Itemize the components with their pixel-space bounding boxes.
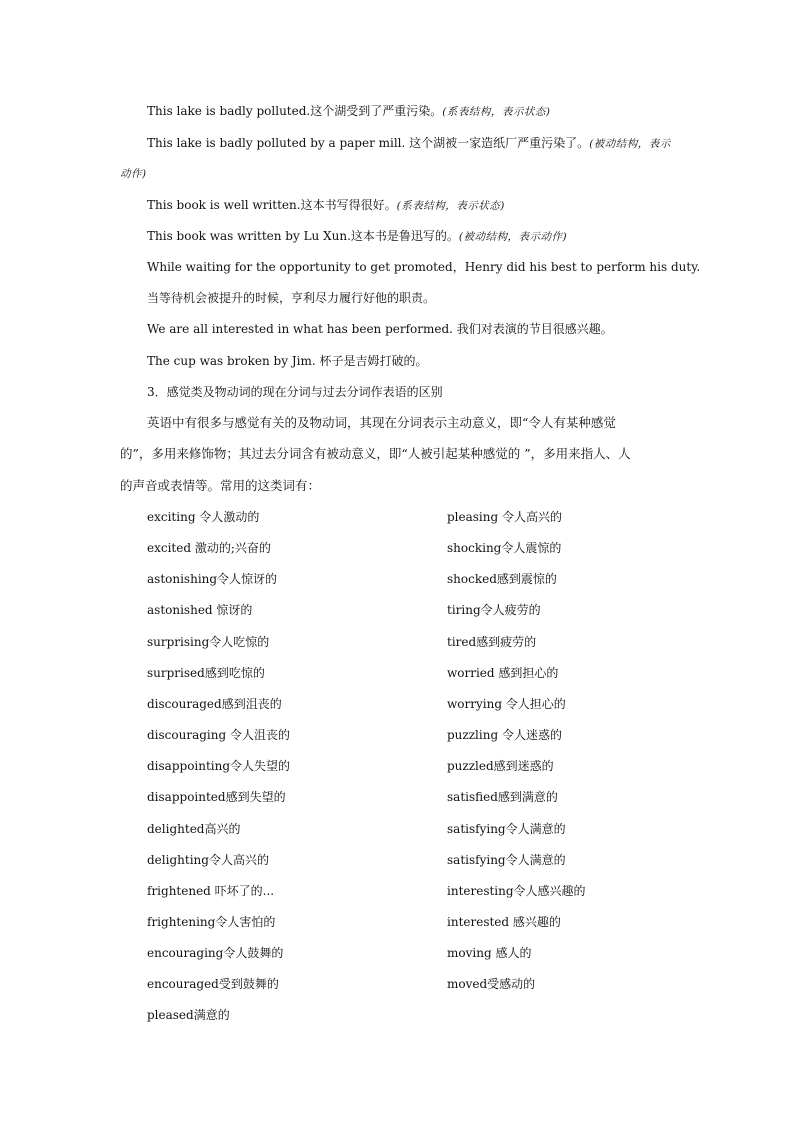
example-zh: 这本书写得很好。: [300, 198, 397, 212]
vocab-item: exciting 令人激动的: [147, 510, 260, 524]
example-zh: 这个湖受到了严重污染。: [310, 104, 443, 118]
vocab-item: discouraged感到沮丧的: [147, 696, 282, 711]
vocab-item: encouraging令人鼓舞的: [147, 946, 284, 961]
example-note: (被动结构，表示动作): [458, 231, 568, 243]
sentence-cup: The cup was broken by Jim. 杯子是吉姆打破的。: [147, 354, 428, 368]
vocab-item: frightening令人害怕的: [147, 914, 276, 929]
sentence-interested: We are all interested in what has been performed. 我们对表演的节目很感兴趣。: [147, 322, 613, 336]
intro-line-2: 的”，多用来修饰物；其过去分词含有被动意义，即“人被引起某种感觉的 ”，多用来指人、人: [120, 446, 631, 461]
vocab-item: tiring令人疲劳的: [447, 603, 541, 618]
example-note: (系表结构，表示状态): [442, 106, 551, 118]
vocab-item: shocking令人震惊的: [447, 541, 562, 556]
vocab-item: satisfying令人满意的: [447, 852, 566, 867]
vocab-item: astonished 惊讶的: [147, 603, 253, 618]
vocab-item: pleased满意的: [147, 1008, 230, 1023]
intro-line-3: 的声音或表情等。常用的这类词有：: [120, 478, 321, 493]
section-heading: 3．感觉类及物动词的现在分词与过去分词作表语的区别: [147, 385, 443, 399]
vocab-item: encouraged受到鼓舞的: [147, 977, 279, 992]
vocab-item: discouraging 令人沮丧的: [147, 728, 290, 743]
vocab-item: satisfying令人满意的: [447, 821, 566, 836]
vocab-item: surprising令人吃惊的: [147, 634, 270, 649]
example-line-2: [147, 135, 671, 152]
example-en: This lake is badly polluted.: [147, 104, 311, 118]
example-en: This book is well written.: [147, 198, 301, 212]
example-note: (系表结构，表示状态): [396, 200, 505, 212]
intro-line-1: 英语中有很多与感觉有关的及物动词，其现在分词表示主动意义，即“令人有某种感觉: [147, 415, 616, 430]
example-zh: 这个湖被一家造纸厂严重污染了。: [409, 136, 590, 150]
vocab-item: delighted高兴的: [147, 821, 241, 836]
vocab-item: moved受感动的: [447, 977, 536, 992]
vocab-item: worried 感到担心的: [447, 665, 559, 680]
vocab-item: astonishing令人惊讶的: [147, 572, 278, 587]
example-zh: 这本书是鲁迅写的。: [350, 229, 459, 243]
vocab-item: moving 感人的: [447, 946, 532, 961]
vocab-item: interested 感兴趣的: [447, 914, 561, 929]
sentence-henry-zh: 当等待机会被提升的时候，亨利尽力履行好他的职责。: [147, 291, 436, 305]
example-en: This lake is badly polluted by a paper mill.: [147, 136, 406, 150]
example-line-3: [147, 197, 505, 214]
example-note-continued: 动作): [120, 168, 147, 180]
vocab-item: satisfied感到满意的: [447, 790, 558, 805]
vocab-item: frightened 吓坏了的...: [147, 883, 275, 898]
vocab-item: surprised感到吃惊的: [147, 665, 265, 680]
example-note: (被动结构，表示: [589, 138, 671, 150]
vocab-item: pleasing 令人高兴的: [447, 510, 562, 524]
sentence-henry-en: While waiting for the opportunity to get promoted，Henry did his best to perform his duty.: [147, 260, 701, 274]
vocab-item: shocked感到震惊的: [447, 572, 557, 587]
example-en: This book was written by Lu Xun.: [147, 229, 351, 243]
vocab-item: disappointing令人失望的: [147, 759, 291, 774]
vocab-item: excited 激动的;兴奋的: [147, 541, 271, 556]
vocab-item: puzzled感到迷惑的: [447, 759, 554, 774]
vocab-item: tired感到疲劳的: [447, 634, 537, 649]
vocab-item: interesting令人感兴趣的: [447, 883, 586, 898]
vocab-item: delighting令人高兴的: [147, 852, 269, 867]
vocab-item: worrying 令人担心的: [447, 696, 566, 711]
example-line-4: [147, 228, 567, 245]
vocab-item: disappointed感到失望的: [147, 790, 286, 805]
example-line-1: [147, 103, 550, 120]
vocab-item: puzzling 令人迷惑的: [447, 728, 562, 743]
